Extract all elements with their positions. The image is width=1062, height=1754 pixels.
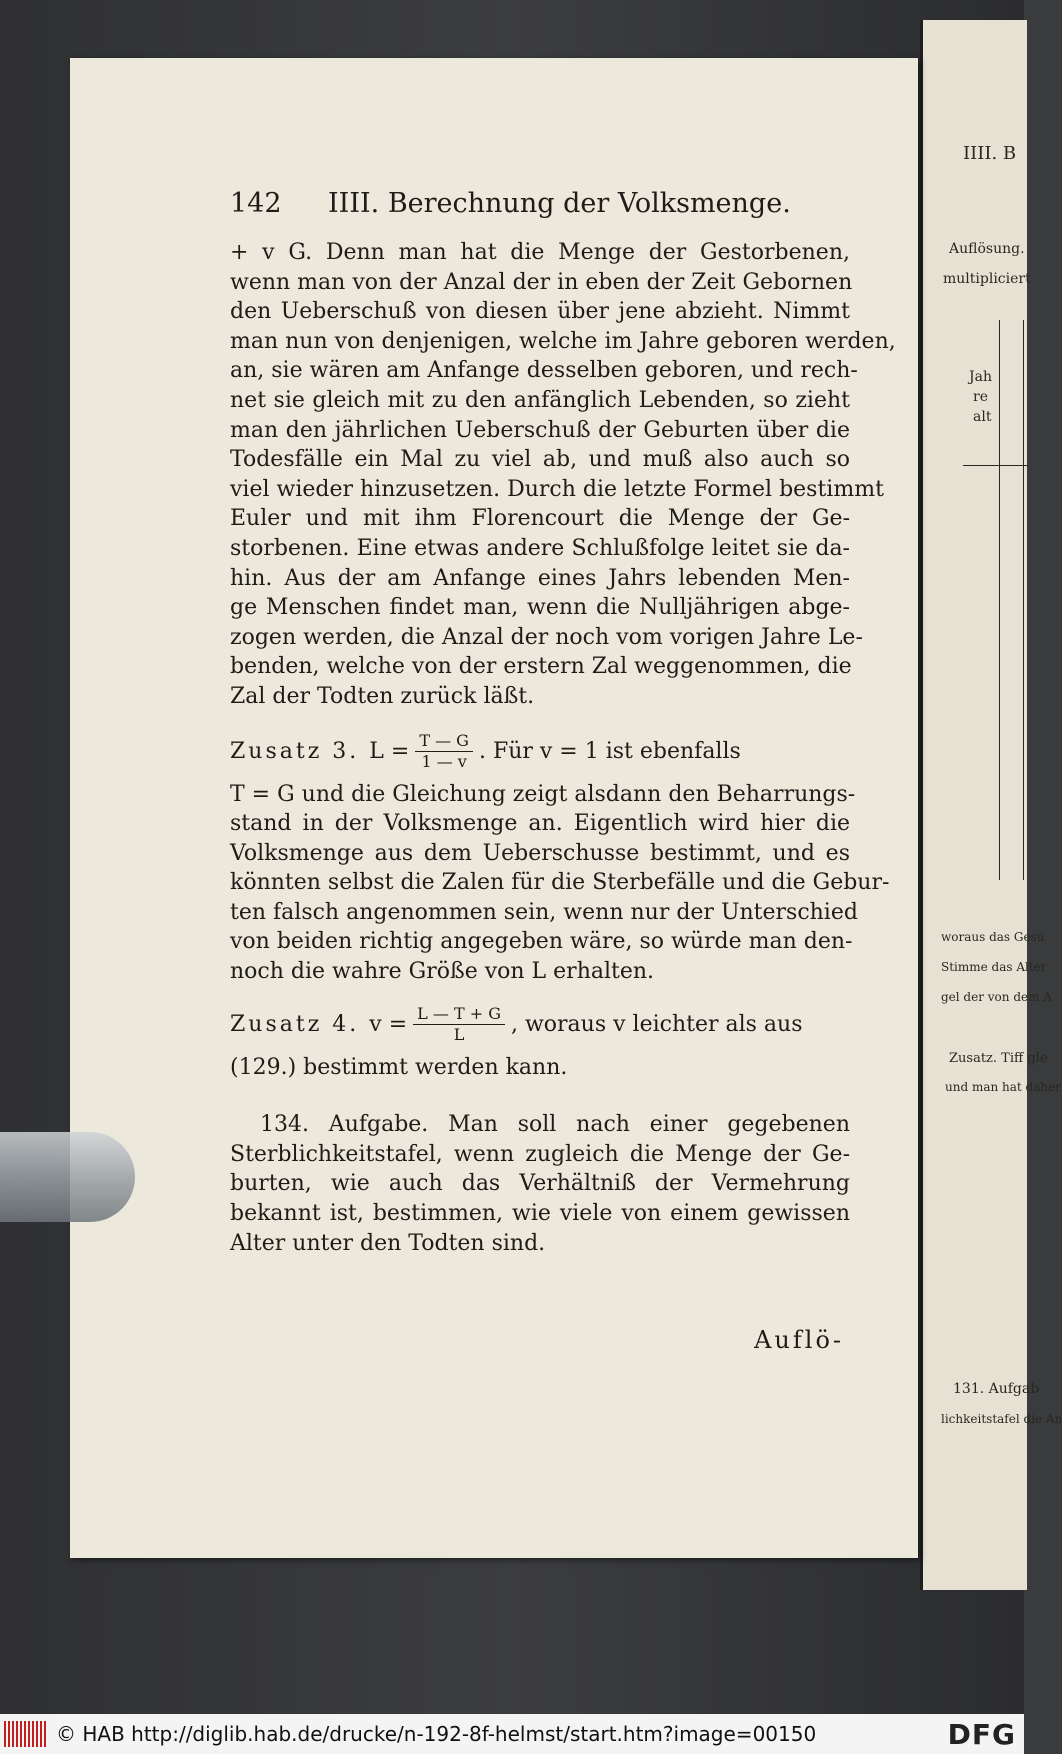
zusatz-3-formula	[230, 726, 850, 778]
text-line: ge Menschen findet man, wenn die Nulljährigen abge-	[230, 595, 850, 621]
text-line: Euler und mit ihm Florencourt die Menge der Ge-	[230, 506, 850, 532]
facing-page-fragment: alt	[973, 409, 992, 425]
text-line: man nun von denjenigen, welche im Jahre geboren werden,	[230, 328, 896, 354]
text-line: hin. Aus der am Anfange eines Jahrs lebenden Men-	[230, 565, 850, 591]
facing-page-header: IIII. B	[963, 143, 1017, 164]
text-line: ten falsch angenommen sein, wenn nur der Unterschied	[230, 899, 858, 925]
text-line: Sterblichkeitstafel, wenn zugleich die Menge der Ge-	[230, 1141, 850, 1167]
facing-page-fragment: multipliciert	[943, 271, 1031, 287]
text-line: 134. Aufgabe. Man soll nach einer gegebenen	[260, 1112, 850, 1138]
table-rule	[999, 320, 1000, 880]
table-rule	[1023, 320, 1024, 880]
facing-page-fragment: Auflösung.	[949, 241, 1025, 257]
facing-page-fragment: re	[973, 389, 988, 405]
text-line: wenn man von der Anzal der in eben der Zeit Gebornen	[230, 269, 853, 295]
paragraph-3-body	[230, 1140, 850, 1258]
text-line: T = G und die Gleichung zeigt alsdann den Beharrungs-	[230, 781, 856, 807]
text-line: stand in der Volksmenge an. Eigentlich wird hier die	[230, 811, 850, 837]
facing-page-fragment: 131. Aufgab	[953, 1381, 1040, 1397]
text-line: (129.) bestimmt werden kann.	[230, 1054, 568, 1080]
formula-tail: . Für v = 1 ist ebenfalls	[478, 739, 741, 764]
barcode-icon	[4, 1721, 46, 1747]
table-rule	[963, 465, 1027, 466]
text-line: den Ueberschuß von diesen über jene abzieht. Nimmt	[230, 299, 850, 325]
facing-page-fragment: Zusatz. Tiff gle	[949, 1051, 1048, 1066]
text-line: könnten selbst die Zalen für die Sterbefälle und die Gebur-	[230, 870, 890, 896]
fraction-denominator: 1 — v	[421, 752, 467, 771]
running-header	[230, 188, 850, 234]
text-line: storbenen. Eine etwas andere Schlußfolge leitet sie da-	[230, 535, 850, 561]
text-line: zogen werden, die Anzal der noch vom vorigen Jahre Le-	[230, 624, 863, 650]
facing-page-fragment: und man hat daher	[945, 1080, 1061, 1094]
text-line: Todesfälle ein Mal zu viel ab, und muß also auch so	[230, 447, 850, 473]
text-line: burten, wie auch das Verhältniß der Vermehrung	[230, 1171, 850, 1197]
facing-page-fragment: Jah	[969, 369, 992, 385]
page-number: 142	[230, 188, 282, 219]
text-line: viel wieder hinzusetzen. Durch die letzte Formel bestimmt	[230, 476, 884, 502]
text-line: Zal der Todten zurück läßt.	[230, 683, 535, 709]
text-line: net sie gleich mit zu den anfänglich Lebenden, so zieht	[230, 387, 850, 413]
dfg-logo: DFG	[947, 1717, 1016, 1751]
fraction-denominator: L	[453, 1025, 465, 1045]
page-clip	[0, 1132, 135, 1222]
catchword: Auflö-	[754, 1326, 844, 1355]
text-line: bekannt ist, bestimmen, wie viele von einem gewissen	[230, 1201, 850, 1227]
facing-page-fragment: lichkeitstafel die An	[941, 1412, 1062, 1426]
fraction-numerator: T — G	[415, 731, 473, 752]
facing-page-edge	[920, 20, 1062, 1590]
text-line: Alter unter den Todten sind.	[230, 1230, 546, 1256]
paragraph-2	[230, 780, 890, 987]
fraction	[415, 731, 473, 772]
text-line: an, sie wären am Anfange desselben geboren, und rech-	[230, 358, 858, 384]
formula-lhs: v =	[369, 1012, 408, 1038]
zusatz-label: Zusatz 3.	[230, 739, 360, 764]
text-line: noch die wahre Größe von L erhalten.	[230, 959, 655, 985]
zusatz-label: Zusatz 4.	[230, 1012, 360, 1038]
text-line: + v G. Denn man hat die Menge der Gestorbenen,	[230, 240, 850, 265]
text-line: von beiden richtig angegeben wäre, so würde man den-	[230, 929, 853, 955]
facing-page-fragment: gel der von dem A	[941, 990, 1052, 1004]
fraction-numerator: L — T + G	[413, 1004, 505, 1025]
text-line: man den jährlichen Ueberschuß der Geburten über die	[230, 417, 850, 443]
running-title: IIII. Berechnung der Volksmenge.	[328, 188, 791, 219]
paragraph-gap	[230, 1082, 850, 1110]
formula-lhs: L =	[369, 739, 410, 764]
footer-credit[interactable]: © HAB http://diglib.hab.de/drucke/n-192-8f-helmst/start.htm?image=00150	[56, 1722, 817, 1746]
text-line: Volksmenge aus dem Ueberschusse bestimmt, und es	[230, 840, 850, 866]
page-text	[230, 188, 896, 1355]
paragraph-1	[230, 238, 896, 712]
text-line: benden, welche von der erstern Zal weggenommen, die	[230, 654, 852, 680]
facing-page-fragment: woraus das Gesu	[941, 930, 1045, 944]
footer-bar	[0, 1714, 1024, 1754]
paragraph-3	[230, 1110, 850, 1140]
formula-tail: , woraus v leichter als aus	[510, 1012, 803, 1038]
zusatz-4-formula	[230, 999, 850, 1051]
fraction	[413, 1004, 505, 1045]
facing-page-fragment: Stimme das Alter	[941, 960, 1047, 974]
